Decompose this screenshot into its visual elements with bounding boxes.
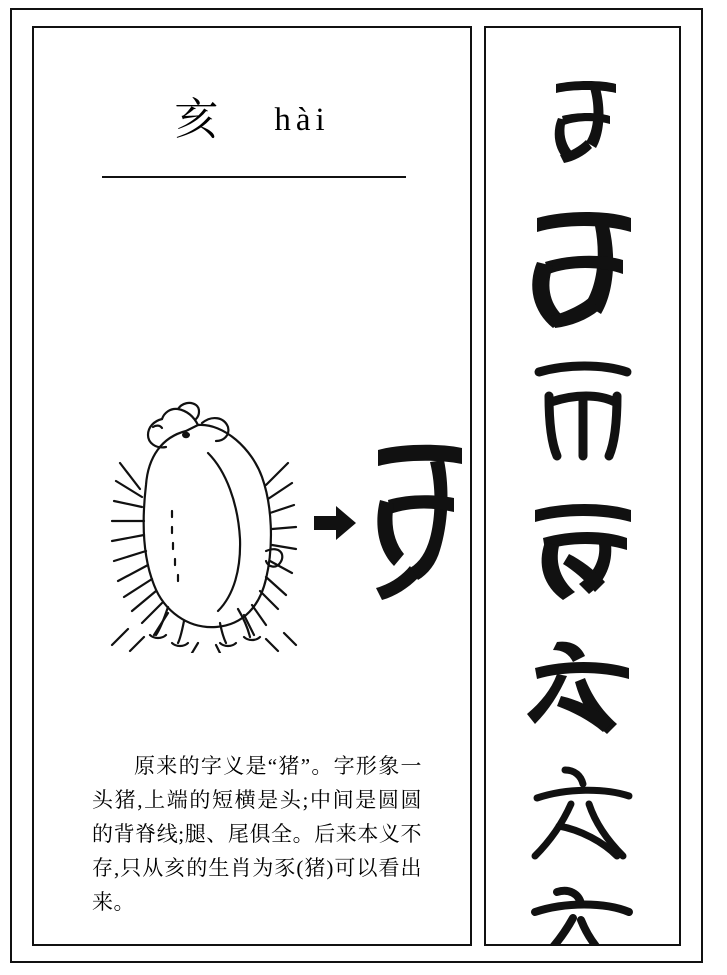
script-glyph-cursive-script <box>486 884 679 946</box>
header-divider <box>102 176 406 178</box>
script-glyph-oracle-bone-script <box>486 74 679 166</box>
script-glyph-seal-script <box>486 358 679 468</box>
headword-row <box>34 95 470 144</box>
arrow-right-icon <box>312 503 358 543</box>
entry-explanation: 原来的字义是“猪”。字形象一头猪,上端的短横是头;中间是圆圆的背脊线;腿、尾俱全。后来本义不存,只从亥的生肖为豕(猪)可以看出来。 <box>92 754 422 914</box>
pig-drawing <box>98 393 298 653</box>
oracle-bone-glyph-hai <box>364 438 474 613</box>
script-glyph-clerical-script <box>486 498 679 602</box>
script-glyph-regular-script <box>486 634 679 738</box>
clerical-script-icon <box>525 498 641 602</box>
regular-script-icon <box>527 634 639 738</box>
main-entry-panel <box>32 26 472 946</box>
illustration-area <box>64 383 444 668</box>
script-glyph-running-script <box>486 764 679 868</box>
seal-script-icon <box>527 358 639 468</box>
pinyin-label: hài <box>274 102 330 138</box>
headword-character: 亥 <box>174 95 221 144</box>
cursive-script-icon <box>523 884 643 946</box>
running-script-icon <box>527 764 639 868</box>
bronze-script-icon <box>523 206 643 330</box>
script-glyph-bronze-script <box>486 206 679 330</box>
script-evolution-panel <box>484 26 681 946</box>
oracle-bone-script-icon <box>540 74 626 166</box>
